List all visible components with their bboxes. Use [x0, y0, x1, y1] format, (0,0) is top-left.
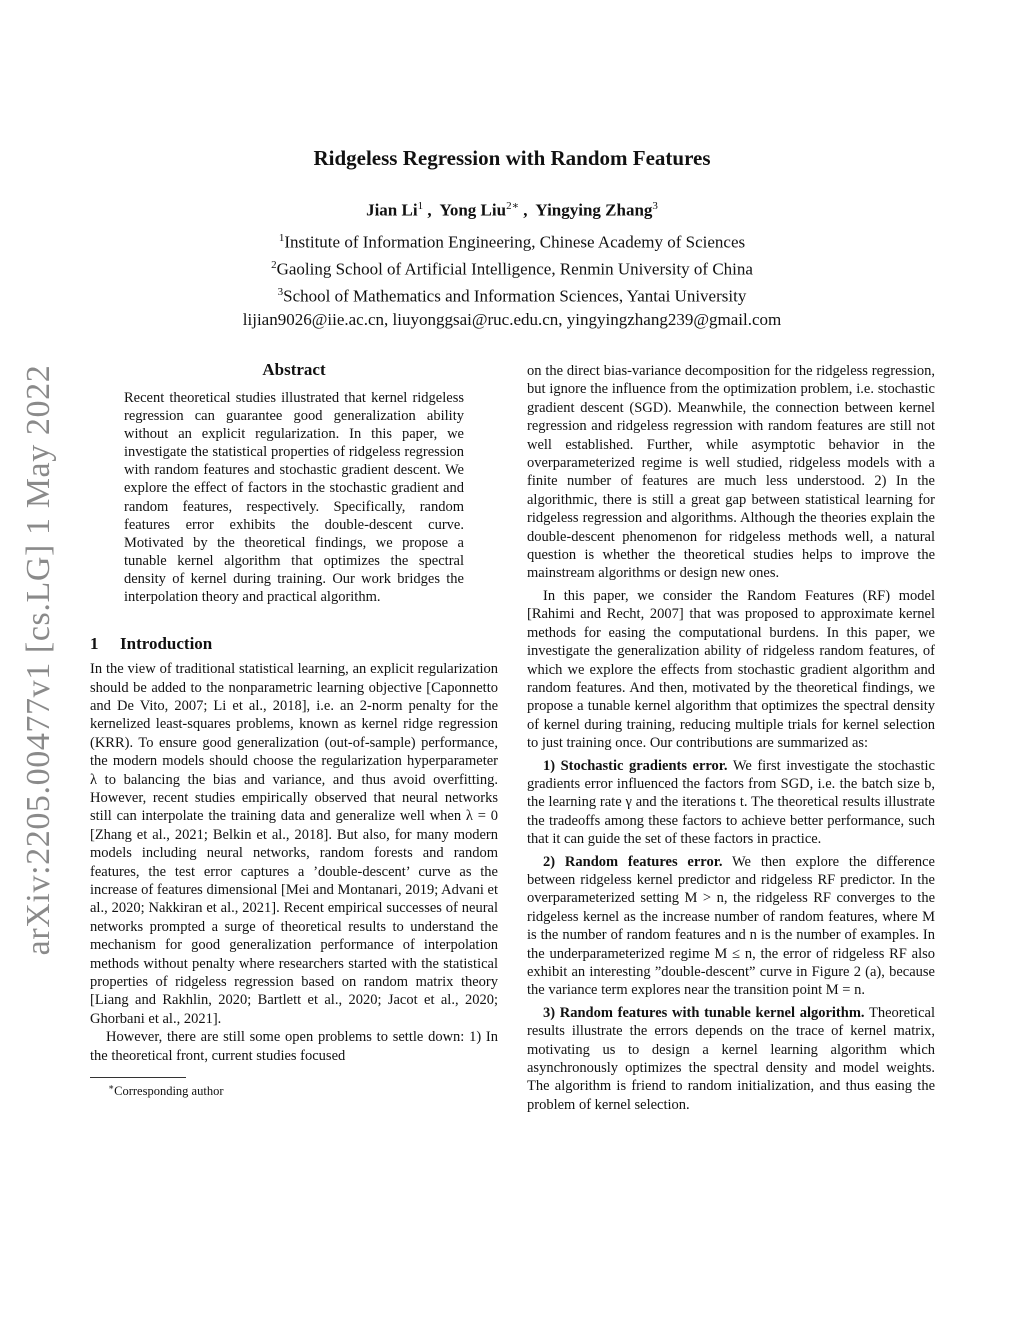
section-title: Introduction: [120, 634, 213, 654]
contribution-text: Theoretical results illustrate the errors depends on the trace of kernel matrix, motivating us to design a kernel learning algorithm which asynchronously optimizes the spectral density and model weights. The algorithm is friend to random initialization, and thus easing the problem of kernel selection.: [527, 1004, 935, 1113]
paper-title: Ridgeless Regression with Random Features: [313, 146, 711, 170]
affiliation-line: $^1$Institute of Information Engineering, Chinese Academy of Sciences: [278, 232, 746, 252]
author-list: Jian Li$^1$ , Yong Liu$^{2∗}$ , Yingying Zhang$^3$: [366, 200, 658, 220]
author-name: Yong Liu: [439, 200, 507, 220]
contribution-title: 2) Random features error.: [543, 853, 723, 870]
contribution-text: We then explore the difference between ridgeless kernel predictor and ridgeless RF predictor. In the overparameterized setting M > n, the ridgeless RF converges to the ridgeless kernel as the increase number of random features, where M is the number of random features and n is the number of examples. In the underparameterized regime M ≤ n, the error of ridgeless RF also exhibit an interesting ”double-descent” curve in Figure 2 (a), because the variance term explores near the transition point M = n.: [527, 853, 935, 999]
affiliation-line: $^3$School of Mathematics and Information Sciences, Yantai University: [277, 286, 747, 306]
author-affil-mark: 3: [652, 200, 658, 212]
author-name: Jian Li: [366, 200, 418, 220]
footnote-text: Corresponding author: [114, 1084, 224, 1099]
section-number: 1: [90, 634, 99, 654]
footnote-rule: [90, 1077, 186, 1078]
abstract-body: Recent theoretical studies illustrated that kernel ridgeless regression can guarantee good generalization ability without an explicit regularization. In this paper, we investigate the statistical properties of ridgeless regression with random features and stochastic gradient descent. We explore the effect of factors in the stochastic gradient and random features, respectively. Specifically, random features error exhibits the double-descent curve. Motivated by the theoretical findings, we propose a tunable kernel algorithm that optimizes the spectral density of kernel during training. Our work bridges the interpolation theory and practical algorithm.: [124, 390, 464, 606]
author-emails: lijian9026@iie.ac.cn, liuyonggsai@ruc.edu.cn, yingyingzhang239@gmail.com: [242, 310, 782, 330]
abstract-heading: Abstract: [262, 360, 326, 379]
affiliations: [0, 227, 1024, 332]
left-column: [90, 360, 498, 1099]
intro-paragraph-2: However, there are still some open problems to settle down: 1) In the theoretical front, current studies focused: [90, 1029, 498, 1064]
affiliation-line: $^2$Gaoling School of Artificial Intelligence, Renmin University of China: [271, 259, 753, 279]
intro-paragraph-1: In the view of traditional statistical learning, an explicit regularization should be added to the nonparametric learning objective [Caponnetto and De Vito, 2007; Li et al., 2018], i.e. an 2-norm penalty for the kernelized least-squares problems, known as kernel ridge regression (KRR). To ensure good generalization (out-of-sample) performance, the modern models should choose the regularization hyperparameter λ to balancing the bias and variance, and thus avoid overfitting. However, recent studies empirically observed that neural networks still can interpolate the training data and generalize well when λ = 0 [Zhang et al., 2021; Belkin et al., 2018]. But also, for many modern models including neural networks, random forests and random features, the test error captures a ’double-descent’ curve as the increase of features dimensional [Mei and Montanari, 2019; Advani et al., 2020; Nakkiran et al., 2021]. Recent empirical successes of neural networks prompted a surge of theoretical results to understand the mechanism for good generalization performance of interpolation methods without penalty where researchers started with the statistical properties of ridgeless regression based on random matrix theory [Liang and Rakhlin, 2020; Bartlett et al., 2020; Jacot et al., 2020; Ghorbani et al., 2021].: [90, 661, 498, 1027]
footnote: [90, 1082, 498, 1099]
arxiv-identifier: arXiv:2205.00477v1 [cs.LG] 1 May 2022: [20, 364, 57, 956]
contribution-3: [527, 1004, 935, 1114]
right-column: [527, 362, 935, 1114]
right-paragraph-2: In this paper, we consider the Random Features (RF) model [Rahimi and Recht, 2007] that was proposed to approximate kernel methods for easing the computational burdens. In this paper, we investigate the generalization ability of ridgeless random features, of which we explore the effects from stochastic gradient algorithm and random features. And then, motivated by the theoretical findings, we propose a tunable kernel algorithm that optimizes the spectral density of kernel during training, reducing multiple trials for kernel selection to just training once. Our contributions are summarized as:: [527, 587, 935, 752]
contribution-1: [527, 757, 935, 849]
section-heading-introduction: [90, 634, 498, 654]
author-affil-mark: 2∗: [506, 200, 520, 212]
right-paragraph-1: on the direct bias-variance decomposition for the ridgeless regression, but ignore the influence from the optimization problem, i.e. stochastic gradient descent (SGD). Meanwhile, the connection between kernel regression and ridgeless regression with random features are still not well established. Further, while asymptotic behavior in the overparameterized regime is well studied, ridgeless models with a finite number of features are much less understood. 2) In the algorithmic, there is still a great gap between statistical learning for ridgeless regression and algorithms. Although the theories explain the double-descent phenomenon for ridgeless methods well, a natural question is whether the theoretical studies helps to improve the mainstream algorithms or design new ones.: [527, 363, 935, 582]
arxiv-sidebar: [8, 350, 70, 970]
author-name: Yingying Zhang: [535, 200, 653, 220]
author-affil-mark: 1: [417, 200, 424, 212]
contribution-title: 3) Random features with tunable kernel algorithm.: [543, 1004, 865, 1021]
contribution-title: 1) Stochastic gradients error.: [543, 757, 728, 774]
contribution-text: We first investigate the stochastic gradients error influenced the factors from SGD, i.e. the batch size b, the learning rate γ and the iterations t. The theoretical results illustrate the tradeoffs among these factors to achieve better performance, such that it can guide the set of these factors in practice.: [527, 757, 935, 848]
footnote-mark: ∗: [108, 1082, 115, 1093]
contribution-2: [527, 853, 935, 1000]
